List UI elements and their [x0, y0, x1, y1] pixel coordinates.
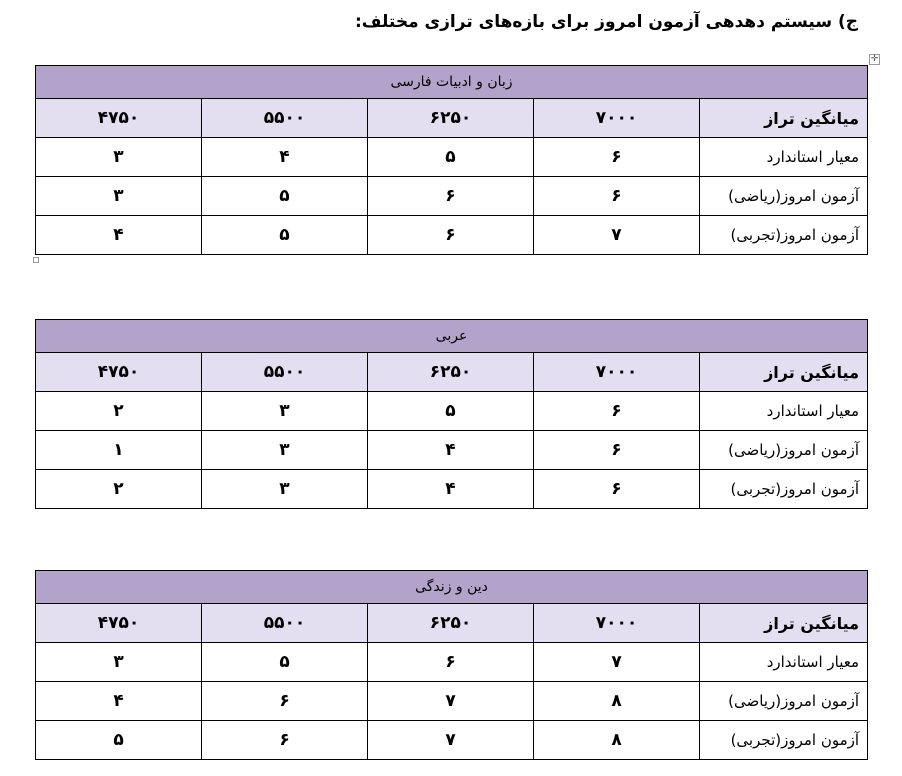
table-cell: ۶: [534, 470, 700, 509]
table-cell: ۶: [534, 138, 700, 177]
table-cell: ۶: [534, 177, 700, 216]
column-header: ۷۰۰۰: [534, 99, 700, 138]
column-header: ۴۷۵۰: [36, 604, 202, 643]
table-cell: ۴: [368, 470, 534, 509]
score-table-religion: [35, 570, 868, 760]
header-label-cell: میانگین تراز: [700, 604, 868, 643]
score-table-arabic: [35, 319, 868, 509]
table-cell: ۵: [202, 643, 368, 682]
table-cell: ۶: [202, 682, 368, 721]
table-row: [36, 431, 868, 470]
column-header: ۷۰۰۰: [534, 604, 700, 643]
table-cell: ۵: [202, 177, 368, 216]
table-cell: ۴: [36, 682, 202, 721]
table-cell: ۳: [202, 470, 368, 509]
header-label-cell: میانگین تراز: [700, 353, 868, 392]
table-cell: ۶: [534, 392, 700, 431]
table-cell: ۷: [534, 643, 700, 682]
table-row: [36, 138, 868, 177]
table-header-row: [36, 99, 868, 138]
table-row: [36, 177, 868, 216]
table-cell: ۴: [202, 138, 368, 177]
table-header-row: [36, 353, 868, 392]
row-label: معیار استاندارد: [700, 643, 868, 682]
table-cell: ۲: [36, 470, 202, 509]
score-table-persian-literature: [35, 65, 868, 255]
table-cell: ۵: [368, 392, 534, 431]
row-label: آزمون امروز(ریاضی): [700, 177, 868, 216]
column-header: ۷۰۰۰: [534, 353, 700, 392]
row-label: آزمون امروز(تجربی): [700, 216, 868, 255]
row-label: آزمون امروز(تجربی): [700, 721, 868, 760]
table-title-row: [36, 571, 868, 604]
table-header-row: [36, 604, 868, 643]
table-cell: ۵: [36, 721, 202, 760]
table-cell: ۵: [368, 138, 534, 177]
table-cell: ۶: [368, 216, 534, 255]
table-cell: ۱: [36, 431, 202, 470]
table-cell: ۳: [36, 138, 202, 177]
table-subject-title: عربی: [36, 320, 868, 353]
table-cell: ۴: [36, 216, 202, 255]
table-row: [36, 216, 868, 255]
table-subject-title: دین و زندگی: [36, 571, 868, 604]
row-label: آزمون امروز(ریاضی): [700, 682, 868, 721]
column-header: ۶۲۵۰: [368, 99, 534, 138]
table-row: [36, 721, 868, 760]
table-cell: ۷: [368, 682, 534, 721]
table-cell: ۸: [534, 721, 700, 760]
table-cell: ۳: [36, 177, 202, 216]
column-header: ۵۵۰۰: [202, 604, 368, 643]
document-title: ج) سیستم دهدهی آزمون امروز برای بازه‌های ترازی مختلف:: [354, 12, 858, 32]
row-label: معیار استاندارد: [700, 138, 868, 177]
table-title-row: [36, 66, 868, 99]
table-cell: ۶: [202, 721, 368, 760]
table-cell: ۳: [202, 392, 368, 431]
row-label: معیار استاندارد: [700, 392, 868, 431]
column-header: ۴۷۵۰: [36, 353, 202, 392]
column-header: ۵۵۰۰: [202, 353, 368, 392]
header-label-cell: میانگین تراز: [700, 99, 868, 138]
row-label: آزمون امروز(تجربی): [700, 470, 868, 509]
table-cell: ۳: [202, 431, 368, 470]
table-cell: ۶: [368, 177, 534, 216]
table-cell: ۵: [202, 216, 368, 255]
table-cell: ۶: [368, 643, 534, 682]
column-header: ۴۷۵۰: [36, 99, 202, 138]
table-cell: ۲: [36, 392, 202, 431]
table-move-handle-icon[interactable]: ✛: [870, 54, 879, 64]
table-cell: ۷: [368, 721, 534, 760]
table-row: [36, 470, 868, 509]
table-cell: ۶: [534, 431, 700, 470]
table-cell: ۸: [534, 682, 700, 721]
table-row: [36, 682, 868, 721]
table-row: [36, 643, 868, 682]
row-label: آزمون امروز(ریاضی): [700, 431, 868, 470]
column-header: ۵۵۰۰: [202, 99, 368, 138]
table-cell: ۴: [368, 431, 534, 470]
table-resize-handle-icon[interactable]: [33, 257, 39, 263]
column-header: ۶۲۵۰: [368, 353, 534, 392]
table-title-row: [36, 320, 868, 353]
column-header: ۶۲۵۰: [368, 604, 534, 643]
table-row: [36, 392, 868, 431]
table-cell: ۳: [36, 643, 202, 682]
table-cell: ۷: [534, 216, 700, 255]
table-subject-title: زبان و ادبیات فارسی: [36, 66, 868, 99]
